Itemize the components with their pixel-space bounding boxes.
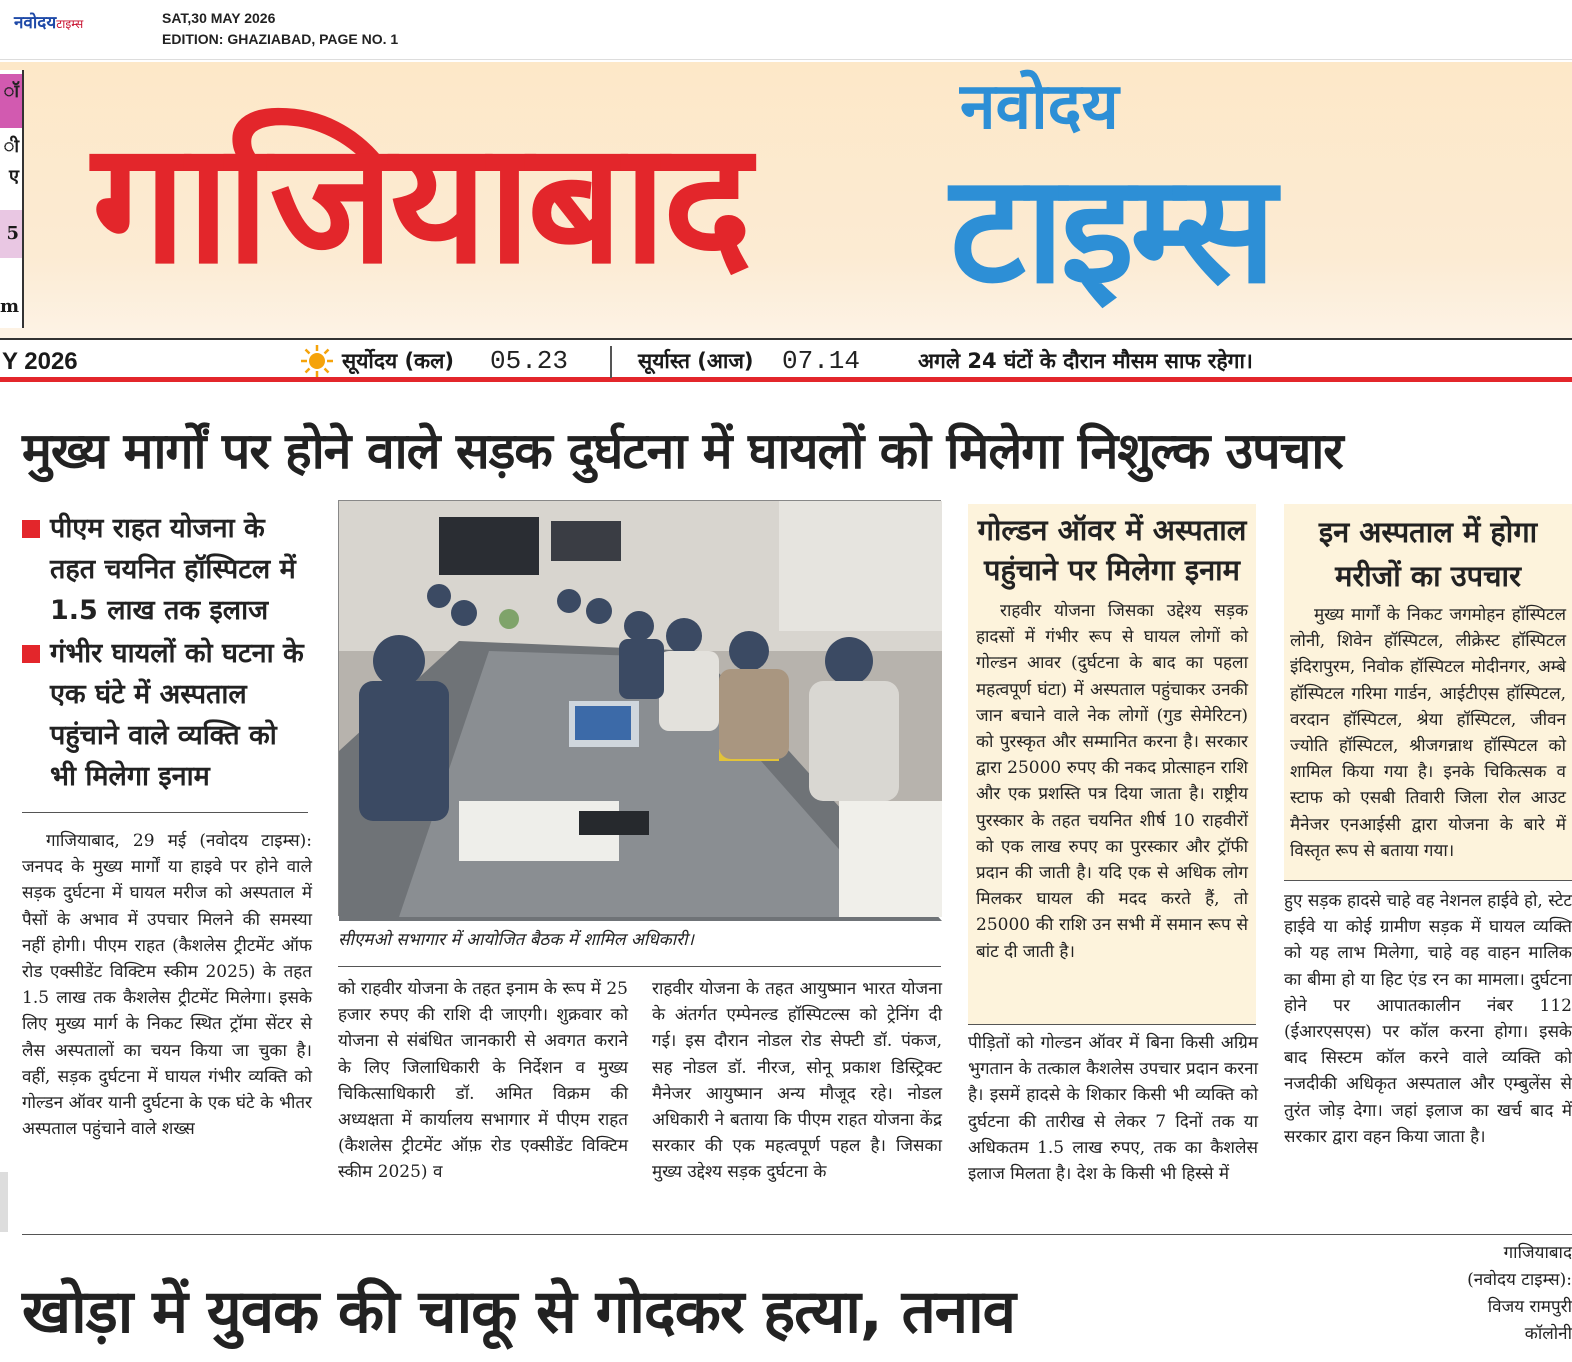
weather-divider	[610, 346, 612, 378]
sunset-time: 07.14	[782, 346, 861, 376]
strip-segment: ए	[9, 166, 19, 187]
masthead-date: Y 2026	[2, 348, 78, 375]
edition-info	[162, 8, 398, 50]
weather-forecast: अगले 24 घंटों के दौरान मौसम साफ रहेगा।	[918, 349, 1253, 373]
strip-segment: ॉ	[0, 74, 22, 128]
second-headline[interactable]: खोड़ा में युवक की चाकू से गोदकर हत्या, तनाव	[22, 1277, 1015, 1347]
column-divider	[338, 966, 941, 967]
masthead-brand-bottom: टाइम्स	[950, 143, 1273, 317]
article-column-3: राहवीर योजना के तहत आयुष्मान भारत योजना के अंतर्गत एम्पेनल्ड हॉस्पिटल्स को ट्रेनिंग दी गई। इस दौरान नोडल रोड सेफ्टी डॉ. पंकज, सह नोडल डॉ. नीरज, सोनू प्रकाश डिस्ट्रिक्ट मैनेजर आयुष्मान अन्य मौजूद रहे। नोडल अधिकारी ने बताया कि पीएम राहत योजना केंद्र सरकार की एक महत्वपूर्ण पहल है। जिसका मुख्य उद्देश्य सड़क दुर्घटना के	[652, 979, 942, 1183]
article-column-1: गाजियाबाद, 29 मई (नवोदय टाइम्स): जनपद के मुख्य मार्गों या हाइवे पर होने वाले सड़क दुर्घटना में घायल मरीज को अस्पताल में पैसों के अभाव में उपचार मिलने की समस्या नहीं होगी। पीएम राहत (कैशलेस ट्रीटमेंट ऑफ रोड एक्सीडेंट विक्टिम स्कीम 2025) के तहत 1.5 लाख तक कैशलेस ट्रीटमेंट मिलेगा। इसके लिए मुख्य मार्ग के निकट स्थित ट्रॉमा सेंटर से लैस अस्पतालों का चयन किया जा चुका है। वहीं, सड़क दुर्घटना में घायल गंभीर व्यक्ति को गोल्डन ऑवर यानी दुर्घटना के एक घंटे के भीतर अस्पताल पहुंचाने वाले शख्स	[22, 831, 312, 1140]
column-divider	[968, 1024, 1256, 1025]
masthead-brand-top: नवोदय	[960, 70, 1119, 144]
previous-page-strip	[0, 70, 24, 328]
column-divider	[22, 812, 308, 813]
hospital-list-body: मुख्य मार्गों के निकट जगमोहन हॉस्पिटल लोनी, शिवेन हॉस्पिटल, लीक्रेस्ट हॉस्पिटल इंदिरापुरम, निवोक हॉस्पिटल मोदीनगर, अम्बे हॉस्पिटल गरिमा गार्डन, आईटीएस हॉस्पिटल, वरदान हॉस्पिटल, श्रेया हॉस्पिटल, जीवन ज्योति हॉस्पिटल, श्रीजगन्नाथ हॉस्पिटल को शामिल किया गया है। इनके चिकित्सक व स्टाफ को एसबी तिवारी जिला रोल आउट मैनेजर एनआईसी द्वारा योजना के बारे में विस्तृत रूप से बताया गया।	[1290, 605, 1566, 861]
edition-name: EDITION: GHAZIABAD, PAGE NO. 1	[162, 31, 399, 47]
main-headline[interactable]: मुख्य मार्गों पर होने वाले सड़क दुर्घटना में घायलों को मिलेगा निशुल्क उपचार	[22, 422, 1343, 480]
bullet-text: पीएम राहत योजना के तहत चयनित हॉस्पिटल में 1.5 लाख तक इलाज	[50, 513, 296, 626]
article-column-2: को राहवीर योजना के तहत इनाम के रूप में 25 हजार रुपए की राशि दी जाएगी। शुक्रवार को योजना से संबंधित जानकारी से अवगत कराने के लिए जिलाधिकारी के निर्देशन व मुख्य चिकित्साधिकारी डॉ. अमित विक्रम की अध्यक्षता में कार्यालय सभागार में पीएम राहत (कैशलेस ट्रीटमेंट ऑफ़ रोड एक्सीडेंट विक्टिम स्कीम 2025) व	[338, 979, 628, 1183]
strip-segment: 5	[0, 210, 22, 258]
site-logo-main: नवोदय	[14, 13, 57, 33]
second-article-snippet: गाजियाबाद (नवोदय टाइम्स): विजय रामपुरी कॉलोनी	[1467, 1243, 1572, 1344]
scrollbar-edge[interactable]	[0, 1172, 8, 1232]
bullet-square-icon	[22, 645, 40, 663]
hospital-list-box	[1284, 504, 1572, 880]
epaper-topbar	[0, 0, 1572, 60]
highlight-bullet	[22, 508, 312, 631]
column-divider	[1284, 880, 1572, 881]
strip-segment: ी	[3, 136, 19, 157]
sun-icon	[300, 344, 334, 378]
highlight-bullets	[22, 508, 312, 799]
meeting-photo[interactable]	[338, 500, 941, 916]
golden-hour-body: राहवीर योजना जिसका उद्देश्य सड़क हादसों में गंभीर रूप से घायल लोगों को गोल्डन आवर (दुर्घटना के बाद का पहला महत्वपूर्ण घंटा) में अस्पताल पहुंचाकर उनकी जान बचाने वाले नेक लोगों (गुड सेमेरिटन) को पुरस्कृत और सम्मानित करना है। सरकार द्वारा 25000 रुपए की नकद प्रोत्साहन राशि और एक प्रशस्ति पत्र दिया जाता है। राष्ट्रीय पुरस्कार के तहत चयनित शीर्ष 10 राहवीरों को एक लाख रुपए का पुरस्कार और ट्रॉफी प्रदान की जाती है। यदि एक से अधिक लोग मिलकर घायल की मदद करते हैं, तो 25000 की राशि उन सभी में समान रूप से बांट दी जाती है।	[976, 601, 1248, 962]
sunrise-label: सूर्योदय (कल)	[342, 349, 455, 373]
masthead-city-title: गाजियाबाद	[92, 105, 748, 301]
sunset-label: सूर्यास्त (आज)	[638, 349, 754, 373]
edition-date: SAT,30 MAY 2026	[162, 10, 276, 26]
weather-strip	[0, 338, 1572, 382]
hospital-list-title: इन अस्पताल में होगा मरीजों का उपचार	[1318, 515, 1538, 593]
article-column-5: हुए सड़क हादसे चाहे वह नेशनल हाईवे हो, स्टेट हाईवे या कोई ग्रामीण सड़क में घायल व्यक्ति को यह लाभ मिलेगा, चाहे वह वाहन मालिक का बीमा हो या हिट एंड रन का मामला। दुर्घटना होने पर आपातकालीन नंबर 112 (ईआरएसएस) पर कॉल करना होगा। इसके बाद सिस्टम कॉल करने वाले व्यक्ति को नजदीकी अधिकृत अस्पताल और एम्बुलेंस से तुरंत जोड़ देगा। जहां इलाज का खर्च बाद में सरकार द्वारा वहन किया जाता है।	[1284, 891, 1572, 1147]
site-logo[interactable]	[14, 10, 83, 33]
bullet-square-icon	[22, 520, 40, 538]
site-logo-sub: टाइम्स	[56, 17, 84, 31]
strip-segment: m	[0, 296, 20, 317]
golden-hour-title: गोल्डन ऑवर में अस्पताल पहुंचाने पर मिलेगा इनाम	[977, 513, 1247, 587]
meeting-photo-image	[339, 501, 942, 917]
photo-caption: सीएमओ सभागार में आयोजित बैठक में शामिल अधिकारी।	[338, 930, 694, 950]
article-column-4: पीड़ितों को गोल्डन ऑवर में बिना किसी अग्रिम भुगतान के तत्काल कैशलेस उपचार प्रदान करना है। इसमें हादसे के शिकार किसी भी व्यक्ति को दुर्घटना की तारीख से लेकर 7 दिनों तक या अधिकतम 1.5 लाख रुपए, तक का कैशलेस इलाज मिलता है। देश के किसी भी हिस्से में	[968, 1033, 1258, 1185]
section-divider	[22, 1234, 1572, 1235]
golden-hour-box	[968, 504, 1256, 1024]
highlight-bullet	[22, 633, 312, 797]
sunrise-time: 05.23	[490, 346, 569, 376]
bullet-text: गंभीर घायलों को घटना के एक घंटे में अस्पताल पहुंचाने वाले व्यक्ति को भी मिलेगा इनाम	[50, 638, 304, 792]
